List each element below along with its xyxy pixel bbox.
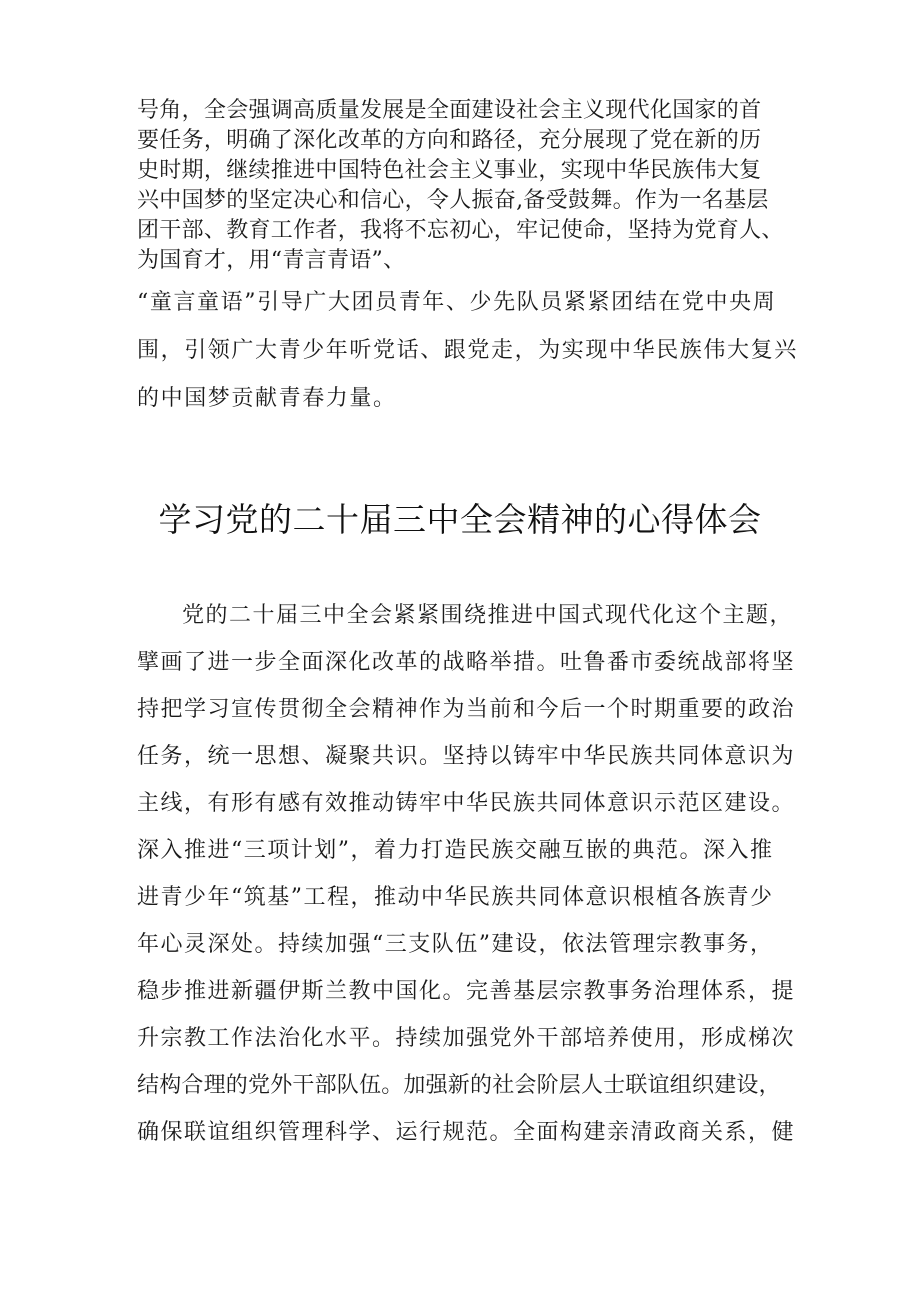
paragraph-line: 要任务，明确了深化改革的方向和路径，充分展现了党在新的历 <box>137 128 762 153</box>
paragraph-line: 结构合理的党外干部队伍。加强新的社会阶层人士联谊组织建设， <box>137 1073 781 1098</box>
paragraph-line: 年心灵深处。持续加强“三支队伍”建设，依法管理宗教事务， <box>137 932 774 957</box>
paragraph-line: 进青少年“筑基”工程，推动中华民族共同体意识根植各族青少 <box>137 885 774 910</box>
paragraph-line: 主线，有形有感有效推动铸牢中华民族共同体意识示范区建设。 <box>137 791 796 816</box>
paragraph-line: 确保联谊组织管理科学、运行规范。全面构建亲清政商关系，健 <box>137 1120 796 1145</box>
paragraph-line: 稳步推进新疆伊斯兰教中国化。完善基层宗教事务治理体系，提 <box>137 979 796 1004</box>
paragraph-line: 擘画了进一步全面深化改革的战略举措。吐鲁番市委统战部将坚 <box>137 650 796 675</box>
paragraph-line: 任务，统一思想、凝聚共识。坚持以铸牢中华民族共同体意识为 <box>137 744 796 769</box>
paragraph-line: 为国育才，用“青言青语”、 <box>137 248 406 273</box>
paragraph-line: 围，引领广大青少年听党话、跟党走，为实现中华民族伟大复兴 <box>137 338 798 363</box>
paragraph-line: 史时期，继续推进中国特色社会主义事业，实现中华民族伟大复 <box>137 158 762 183</box>
paragraph-line: 深入推进“三项计划”，着力打造民族交融互嵌的典范。深入推 <box>137 838 774 863</box>
paragraph-line: 的中国梦贡献青春力量。 <box>137 386 397 411</box>
paragraph-line: 升宗教工作法治化水平。持续加强党外干部培养使用，形成梯次 <box>137 1026 796 1051</box>
section-title: 学习党的二十届三中全会精神的心得体会 <box>158 500 762 539</box>
paragraph-line: 团干部、教育工作者，我将不忘初心，牢记使命，坚持为党育人、 <box>137 218 784 243</box>
continuation-paragraph <box>137 96 797 414</box>
paragraph-line: 党的二十届三中全会紧紧围绕推进中国式现代化这个主题， <box>182 603 794 628</box>
paragraph-line: 兴中国梦的坚定决心和信心，令人振奋,备受鼓舞。作为一名基层 <box>137 188 769 213</box>
paragraph-line: “童言童语”引导广大团员青年、少先队员紧紧团结在党中央周 <box>137 290 777 315</box>
paragraph-line: 号角，全会强调高质量发展是全面建设社会主义现代化国家的首 <box>137 98 762 123</box>
paragraph-line: 持把学习宣传贯彻全会精神作为当前和今后一个时期重要的政治 <box>137 697 796 722</box>
body-paragraph <box>137 592 807 1156</box>
